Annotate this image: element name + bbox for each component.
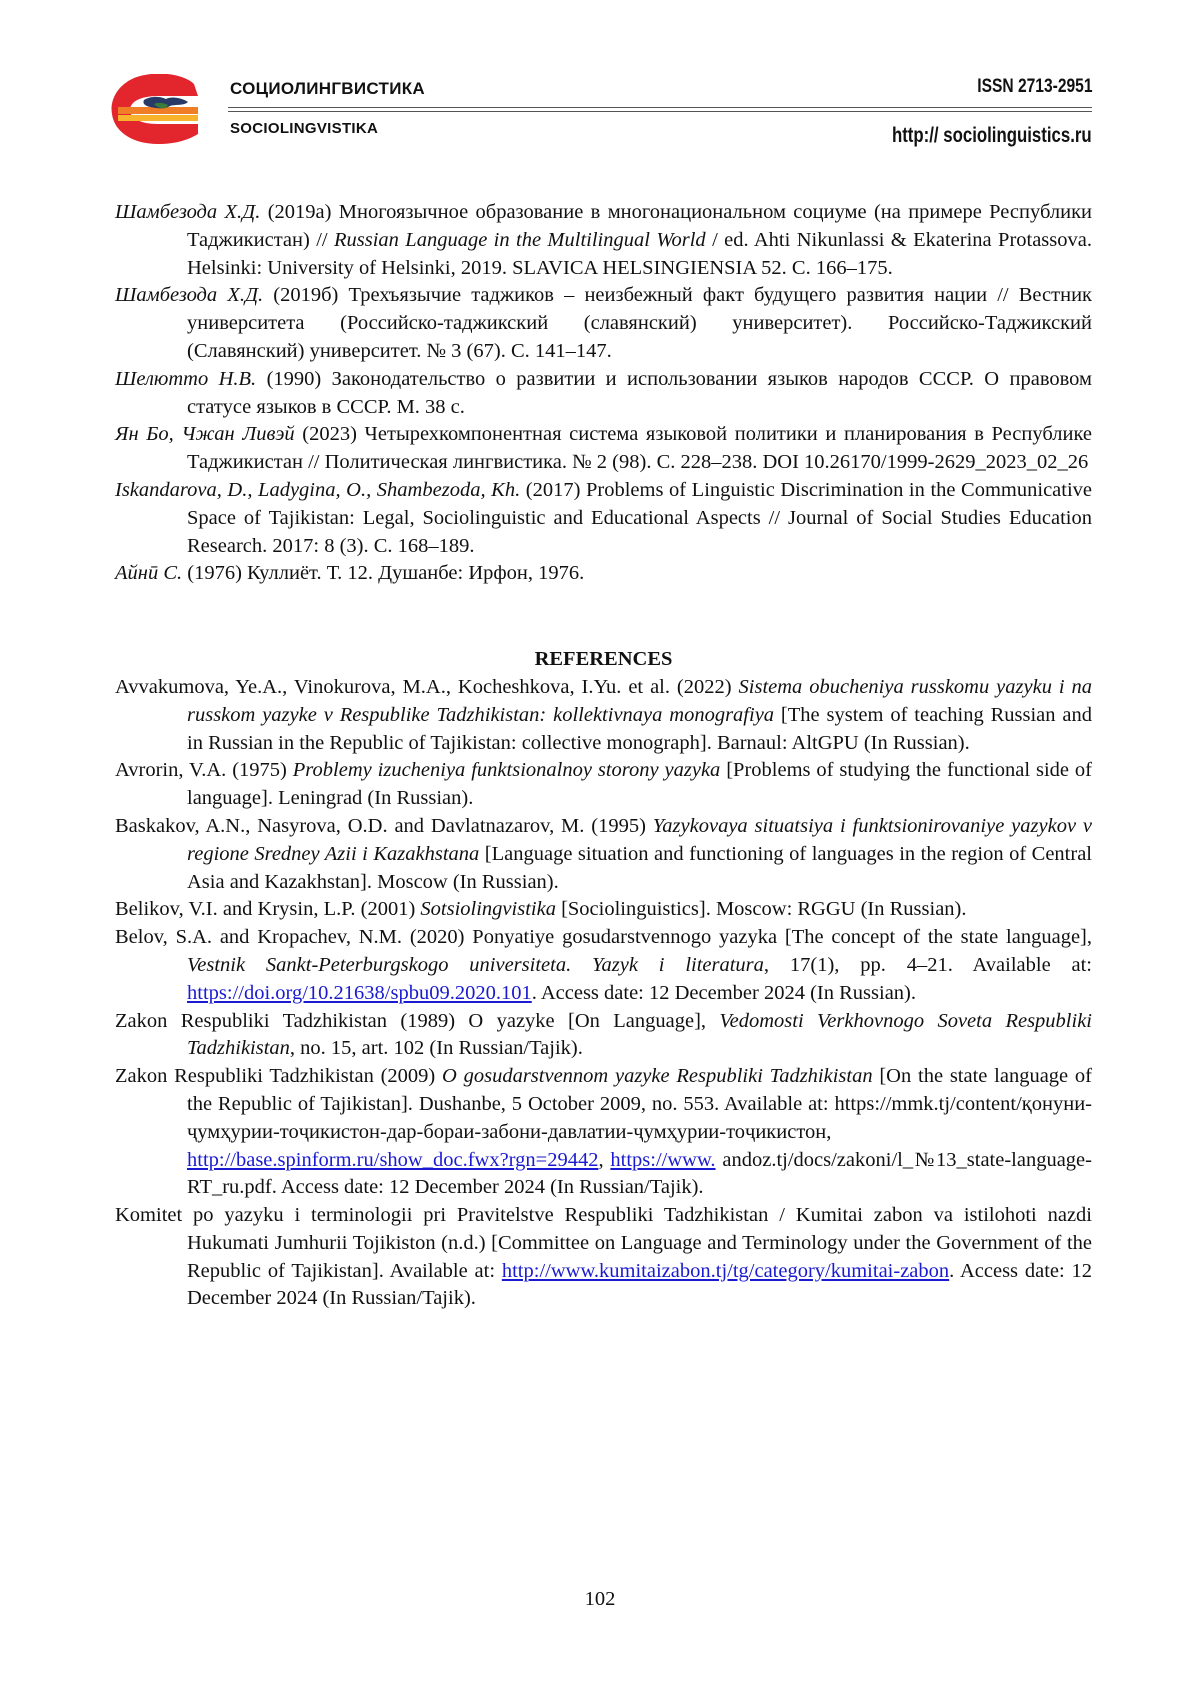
ref-title: Sotsiolingvistika	[420, 898, 556, 921]
page-number: 102	[584, 1588, 616, 1610]
issn-label: ISSN 2713-2951	[976, 76, 1092, 97]
journal-name-latin: SOCIOLINGVISTIKA	[230, 120, 379, 137]
doi-link[interactable]: https://doi.org/10.21638/spbu09.2020.101	[187, 981, 532, 1004]
bib-title: Russian Language in the Multilingual World	[333, 228, 706, 251]
spinform-link[interactable]: http://base.spinform.ru/show_doc.fwx?rgn=29442	[187, 1148, 599, 1171]
references-heading: REFERENCES	[534, 648, 673, 671]
bib-author: Шелютто Н.В.	[115, 367, 257, 390]
bibliography-item	[115, 560, 1092, 588]
journal-name-russian: СОЦИОЛИНГВИСТИКА	[230, 79, 425, 98]
bib-author: Шамбезода Х.Д.	[115, 201, 261, 223]
reference-item	[115, 924, 1092, 1007]
ref-title: Vedomosti Verkhovnogo Soveta Respubliki Tadzhikistan	[187, 1009, 1092, 1060]
bibliography-item	[115, 477, 1092, 560]
ref-text: [Problems of studying the functional side of language]. Leningrad (In Russian).	[187, 759, 1092, 810]
bib-text: (1990) Законодательство о развитии и использовании языков народов СССР. О правовом статусе языков в СССР. М. 38 с.	[187, 367, 1092, 418]
reference-item	[115, 1063, 1092, 1202]
bibliography-item	[115, 366, 1092, 422]
bib-text: (2019а) Многоязычное образование в многонациональном социуме (на примере Республики Таджикистан) //	[187, 201, 1092, 251]
ref-text: Belov, S.A. and Kropachev, N.M. (2020) Ponyatiye gosudarstvennogo yazyka [The concept of the state language],	[115, 926, 1092, 949]
ref-text: [Sociolinguistics]. Moscow: RGGU (In Russian).	[555, 898, 967, 921]
reference-item	[115, 896, 1092, 924]
header-rule-top	[228, 107, 1092, 108]
journal-url[interactable]: http:// sociolinguistics.ru	[892, 124, 1092, 147]
kumitaizabon-link[interactable]: http://www.kumitaizabon.tj/tg/category/kumitai-zabon	[501, 1259, 950, 1282]
ref-text: [The system of teaching Russian and in Russian in the Republic of Tajikistan: collective monograph]. Barnaul: AltGPU (In Russian).	[187, 703, 1092, 754]
bibliography-item	[115, 421, 1092, 477]
ref-text: andoz.tj/docs/zakoni/l_№13_state-language-RT_ru.pdf. Access date: 12 December 2024 (In Russian/Tajik).	[187, 1148, 1092, 1199]
bib-text: (2023) Четырехкомпонентная система языковой политики и планирования в Республике Таджикистан // Политическая лингвистика. № 2 (98). С. 228–238. DOI 10.26170/1999-2629_2023_02_26	[187, 423, 1093, 474]
header-rule-bottom	[228, 111, 1092, 112]
ref-author: Belikov, V.I. and Krysin, L.P. (2001)	[115, 898, 421, 921]
ref-title: Sistema obucheniya russkomu yazyku i na russkom yazyke v Respublike Tadzhikistan: kollektivnaya monografiya	[187, 675, 1093, 726]
ref-title: Vestnik Sankt-Peterburgskogo universiteta. Yazyk i literatura	[187, 953, 764, 976]
bibliography-item	[115, 199, 1092, 282]
ref-title: Problemy izucheniya funktsionalnoy storony yazyka	[292, 759, 721, 782]
bib-author: Шамбезода Х.Д.	[115, 284, 264, 307]
reference-item	[115, 813, 1092, 896]
ref-author: Avrorin, V.A. (1975)	[115, 759, 293, 782]
ref-text: ,	[598, 1148, 611, 1171]
journal-logo	[108, 74, 208, 146]
reference-item	[115, 674, 1092, 757]
ref-text: Zakon Respubliki Tadzhikistan (1989) O yazyke [On Language],	[115, 1009, 720, 1032]
bibliography-item	[115, 282, 1092, 365]
main-content	[115, 199, 1092, 1313]
bib-text: / ed. Ahti Nikunlassi & Ekaterina Protassova. Helsinki: University of Helsinki, 2019. SLAVICA HELSINGIENSIA 52. С. 166–175.	[187, 228, 1092, 279]
ref-text: . Access date: 12 December 2024 (In Russian).	[531, 981, 916, 1004]
andoz-link[interactable]: https://www.	[610, 1148, 716, 1171]
ref-text: , 17(1), pp. 4–21. Available at:	[763, 953, 1092, 976]
ref-title: Yazykovaya situatsiya i funktsionirovaniye yazykov v regione Sredney Azii i Kazakhstana	[187, 814, 1093, 865]
bib-author: Айнӣ С.	[115, 562, 183, 585]
ref-title: O gosudarstvennom yazyke Respubliki Tadzhikistan	[442, 1065, 873, 1088]
bib-author: Ян Бо, Чжан Ливэй	[115, 423, 295, 446]
ref-text: , no. 15, art. 102 (In Russian/Tajik).	[289, 1037, 583, 1060]
ref-text: Zakon Respubliki Tadzhikistan (2009)	[115, 1065, 443, 1088]
reference-item	[115, 1008, 1092, 1064]
ref-text: . Access date: 12 December 2024 (In Russian/Tajik).	[187, 1259, 1093, 1310]
ref-text: [On the state language of the Republic of Tajikistan]. Dushanbe, 5 October 2009, no. 553. Available at: https://mmk.tj/content/қонуни-ҷумҳурии-тоҷикистон-дар-бораи-забони-давлатии-ҷумҳурии-тоҷикистон,	[187, 1065, 1092, 1143]
ref-text: [Language situation and functioning of languages in the region of Central Asia and Kazakhstan]. Moscow (In Russian).	[187, 842, 1092, 893]
reference-item	[115, 757, 1092, 813]
bib-text: (1976) Куллиёт. Т. 12. Душанбе: Ирфон, 1976.	[182, 562, 585, 585]
bib-author: Iskandarova, D., Ladygina, O., Shambezoda, Kh.	[115, 478, 521, 501]
ref-author: Baskakov, A.N., Nasyrova, O.D. and Davlatnazarov, M. (1995)	[115, 814, 653, 837]
ref-author: Avvakumova, Ye.A., Vinokurova, M.A., Kocheshkova, I.Yu. et al. (2022)	[115, 675, 739, 698]
bib-text: (2019б) Трехъязычие таджиков – неизбежный факт будущего развития нации // Вестник университета (Российско-таджикский (славянский) университет). Российско-Таджикский (Славянский) университет. № 3 (67). С. 141–147.	[187, 284, 1092, 362]
ref-text: Komitet po yazyku i terminologii pri Pravitelstve Respubliki Tadzhikistan / Kumitai zabon va istilohoti nazdi Hukumati Jumhurii Tojikiston (n.d.) [Committee on Language and Terminology under the Government of the Republic of Tajikistan]. Available at:	[115, 1204, 1092, 1282]
bib-text: (2017) Problems of Linguistic Discrimination in the Communicative Space of Tajikistan: Legal, Sociolinguistic and Educational Aspects // Journal of Social Studies Education Research. 2017: 8 (3). С. 168–189.	[187, 478, 1093, 557]
reference-item	[115, 1202, 1092, 1313]
